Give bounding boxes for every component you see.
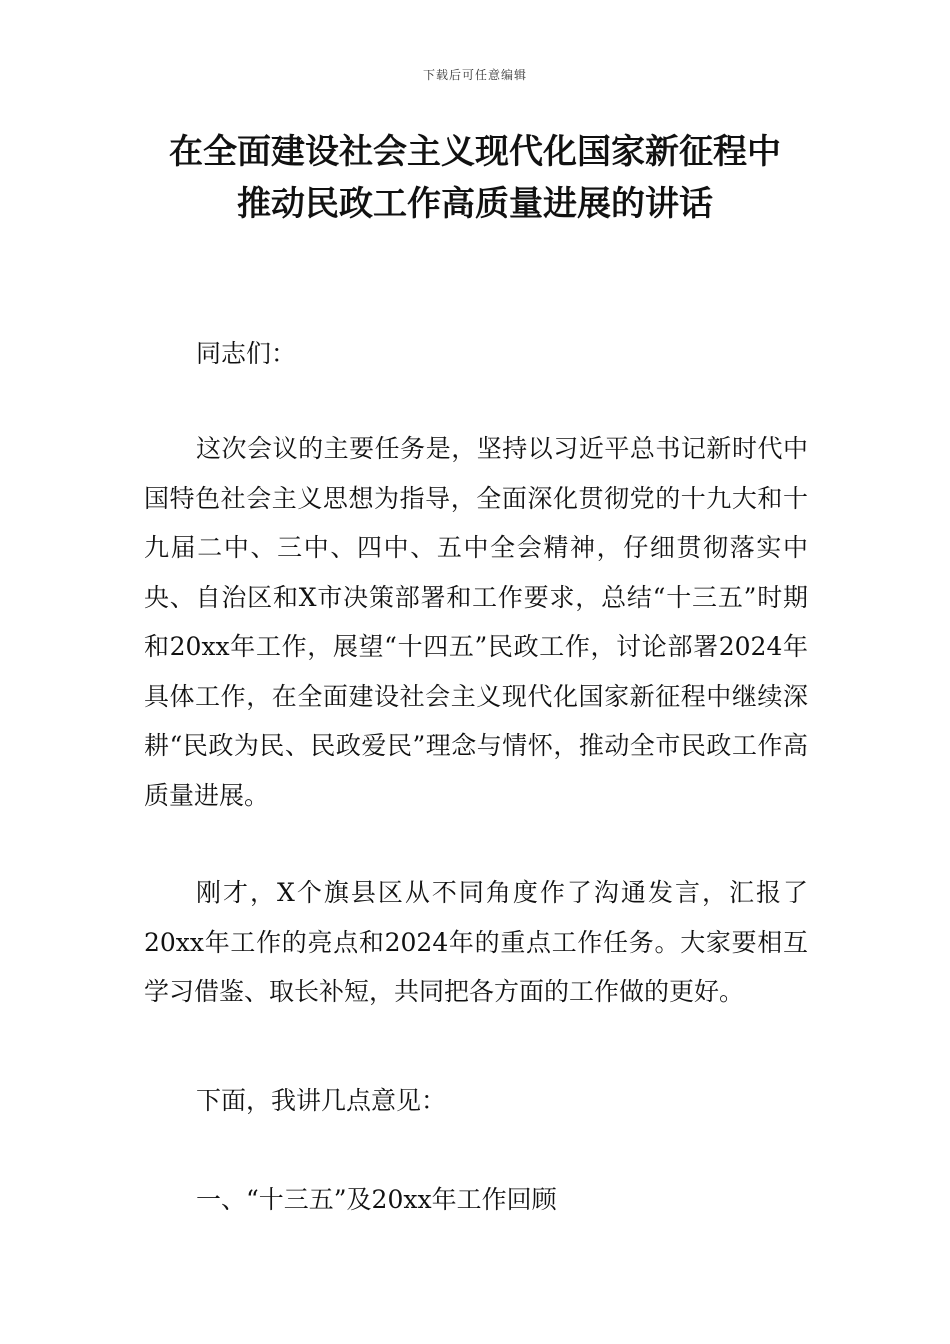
paragraph-opinions-intro: 下面，我讲几点意见： [196, 1086, 447, 1115]
paragraph-exchange-speeches: 刚才，X个旗县区从不同角度作了沟通发言，汇报了20xx年工作的亮点和2024年的重点工作任务。大家要相互学习借鉴、取长补短，共同把各方面的工作做的更好。 [144, 878, 808, 1006]
header-note: 下载后可任意编辑 [422, 68, 527, 82]
document-title [100, 126, 850, 230]
greeting-paragraph: 同志们： [196, 339, 297, 368]
title-line-2: 推动民政工作高质量进展的讲话 [237, 184, 713, 224]
title-line-1: 在全面建设社会主义现代化国家新征程中 [169, 132, 781, 172]
paragraph-meeting-tasks: 这次会议的主要任务是，坚持以习近平总书记新时代中国特色社会主义思想为指导，全面深化贯彻党的十九大和十九届二中、三中、四中、五中全会精神，仔细贯彻落实中央、自治区和X市决策部署和工作要求，总结“十三五”时期和20xx年工作，展望“十四五”民政工作，讨论部署2024年具体工作，在全面建设社会主义现代化国家新征程中继续深耕“民政为民、民政爱民”理念与情怀，推动全市民政工作高质量进展。 [144, 434, 808, 810]
section-heading-1: 一、“十三五”及20xx年工作回顾 [196, 1185, 557, 1214]
